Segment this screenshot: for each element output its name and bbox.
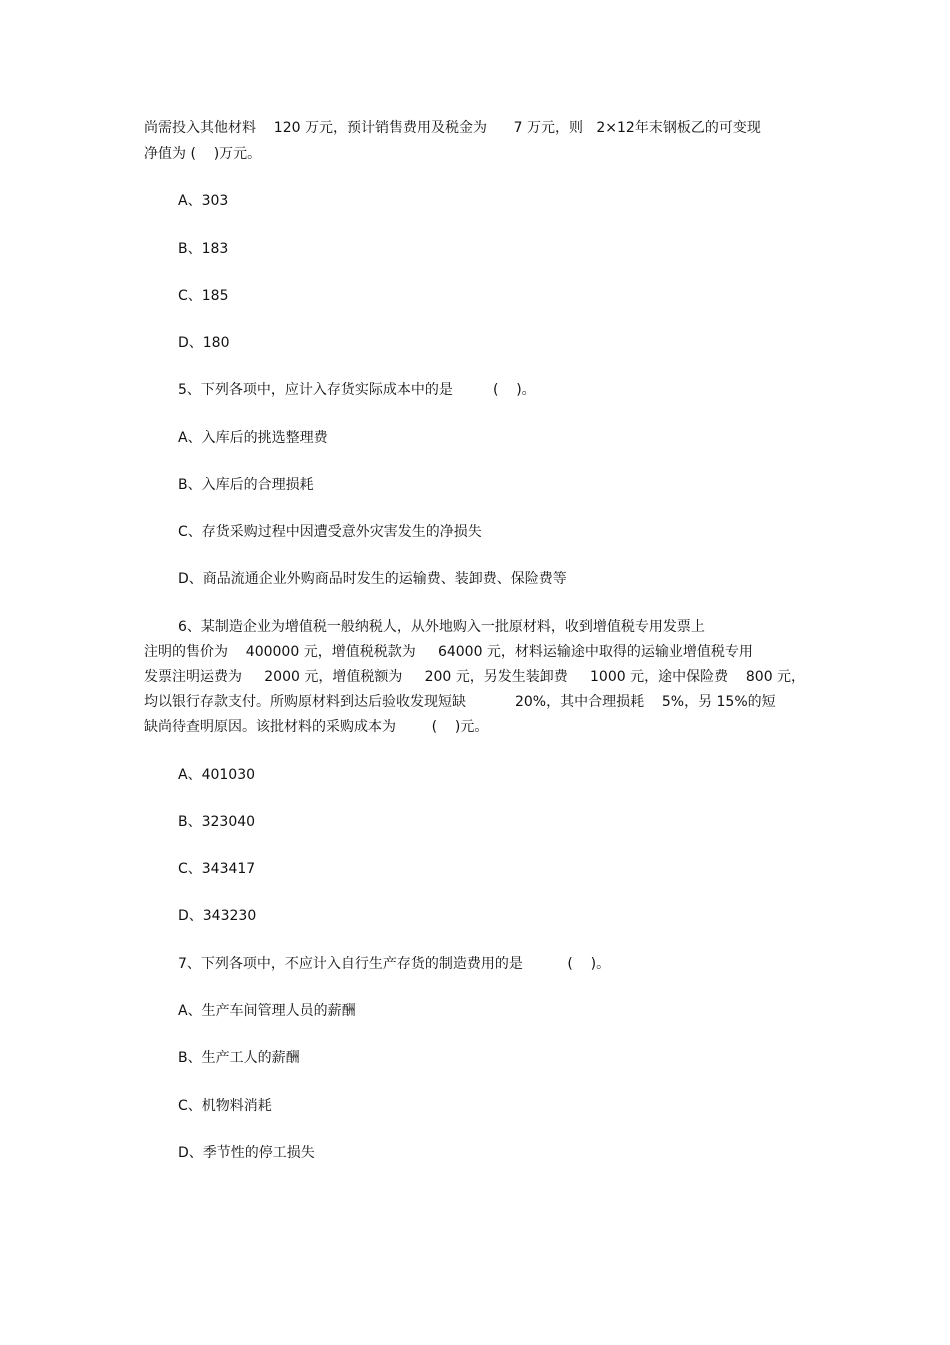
question-5-option-c: C、存货采购过程中因遭受意外灾害发生的净损失 xyxy=(178,524,482,540)
question-5-option-d: D、商品流通企业外购商品时发生的运输费、装卸费、保险费等 xyxy=(178,571,567,587)
question-6-stem-line-2: 注明的售价为 400000 元，增值税税款为 64000 元，材料运输途中取得的运输业增值税专用 xyxy=(144,644,753,660)
question-6-stem-line-5: 缺尚待查明原因。该批材料的采购成本为 ( )元。 xyxy=(144,719,489,735)
question-6-option-d: D、343230 xyxy=(178,908,257,924)
question-6-option-a: A、401030 xyxy=(178,767,256,783)
question-7-option-a: A、生产车间管理人员的薪酬 xyxy=(178,1003,356,1019)
question-6-stem-line-1: 6、某制造企业为增值税一般纳税人，从外地购入一批原材料，收到增值税专用发票上 xyxy=(178,619,705,635)
question-6-stem-line-3: 发票注明运费为 2000 元，增值税额为 200 元，另发生装卸费 1000 元，途中保险费 800 元， xyxy=(144,669,806,685)
question-6-option-b: B、323040 xyxy=(178,814,256,830)
question-5-stem: 5、下列各项中，应计入存货实际成本中的是 ( )。 xyxy=(178,382,536,398)
question-7-option-d: D、季节性的停工损失 xyxy=(178,1145,315,1161)
question-5-option-a: A、入库后的挑选整理费 xyxy=(178,430,328,446)
question-4-option-b: B、183 xyxy=(178,241,229,257)
question-5-option-b: B、入库后的合理损耗 xyxy=(178,477,314,493)
question-4-option-a: A、303 xyxy=(178,193,229,209)
question-6-stem-line-4: 均以银行存款支付。所购原材料到达后验收发现短缺 20%，其中合理损耗 5%，另 15%的短 xyxy=(144,694,776,710)
question-4-stem-line-2: 净值为 ( )万元。 xyxy=(144,146,262,162)
question-7-option-b: B、生产工人的薪酬 xyxy=(178,1050,300,1066)
question-4-option-c: C、185 xyxy=(178,288,229,304)
question-4-option-d: D、180 xyxy=(178,335,230,351)
question-6-option-c: C、343417 xyxy=(178,861,256,877)
question-7-stem: 7、下列各项中，不应计入自行生产存货的制造费用的是 ( )。 xyxy=(178,956,611,972)
question-7-option-c: C、机物料消耗 xyxy=(178,1098,272,1114)
question-4-stem-line-1: 尚需投入其他材料 120 万元，预计销售费用及税金为 7 万元，则 2×12年末钢板乙的可变现 xyxy=(144,120,761,136)
